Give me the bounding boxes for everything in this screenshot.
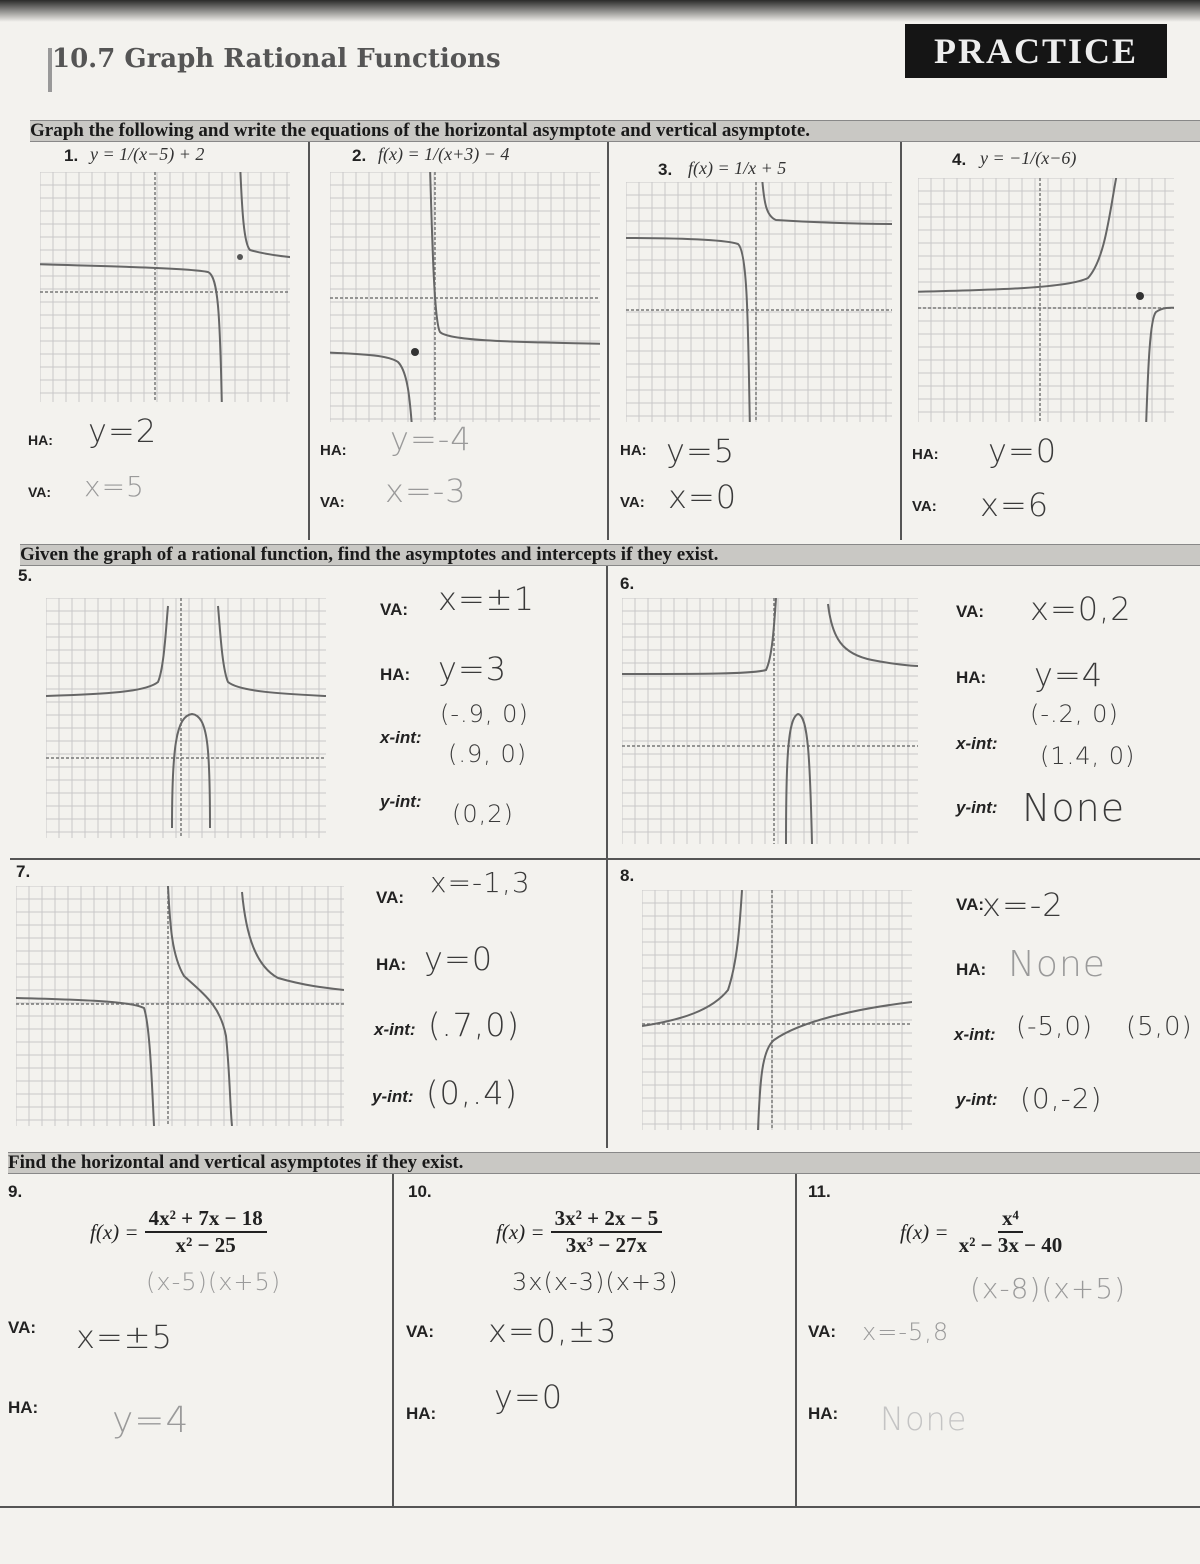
va-label: VA: <box>406 1322 435 1341</box>
problem-equation: f(x) = 1/(x+3) − 4 <box>378 144 510 164</box>
ha-answer: y=-4 <box>390 420 472 458</box>
rational-function-11 <box>900 1206 1066 1258</box>
curve-right-branch <box>828 604 918 666</box>
graph-problem-2 <box>330 172 600 422</box>
ha-label: HA: <box>956 960 987 979</box>
problem-number: 4. <box>952 150 967 169</box>
factored-work: 3x(x-3)(x+3) <box>512 1268 679 1296</box>
factored-work: (x-5)(x+5) <box>146 1268 282 1296</box>
ha-label: HA: <box>376 955 407 974</box>
problem-equation: y = −1/(x−6) <box>980 148 1077 168</box>
divider <box>308 142 310 540</box>
va-answer: x=-1,3 <box>430 866 531 899</box>
problem-number: 6. <box>620 574 635 593</box>
divider <box>795 1174 797 1508</box>
rational-function-9 <box>90 1206 267 1258</box>
ha-answer: y=0 <box>988 432 1058 470</box>
va-answer: x=-3 <box>385 472 467 510</box>
graph-problem-4 <box>918 178 1174 422</box>
xint-answer-1: (.7,0) <box>428 1006 521 1044</box>
graph-problem-5 <box>46 598 326 838</box>
ha-label: HA: <box>956 668 987 687</box>
va-label: VA: <box>620 494 645 511</box>
problem-number: 7. <box>16 862 31 881</box>
ha-label: HA: <box>620 442 647 459</box>
xint-answer-2: (5,0) <box>1126 1012 1193 1042</box>
problem-number: 1. <box>64 146 79 165</box>
divider <box>0 1506 1200 1508</box>
xint-answer-2: (1.4, 0) <box>1040 742 1136 770</box>
yint-answer: (0,2) <box>452 800 514 828</box>
va-answer: x=±5 <box>76 1318 173 1356</box>
function-name: f(x) = <box>90 1219 139 1244</box>
va-answer: x=6 <box>980 486 1050 524</box>
problem-number: 8. <box>620 866 635 885</box>
grid-lines <box>642 890 912 1130</box>
yint-label: y-int: <box>956 798 998 817</box>
xint-answer-1: (-.2, 0) <box>1030 700 1119 728</box>
ha-label: HA: <box>808 1404 839 1423</box>
problem-number: 3. <box>658 160 673 179</box>
problem-number: 10. <box>408 1182 432 1201</box>
graph-problem-8 <box>642 890 912 1130</box>
page-title: 10.7 Graph Rational Functions <box>52 44 501 74</box>
xint-label: x-int: <box>954 1025 996 1044</box>
denominator: x² − 25 <box>175 1233 236 1257</box>
curve-right-branch <box>1146 308 1174 422</box>
graph-problem-6 <box>622 598 918 844</box>
grid-lines <box>330 172 600 422</box>
divider <box>900 142 902 540</box>
ha-label: HA: <box>912 446 939 463</box>
va-label: VA: <box>956 895 985 914</box>
va-label: VA: <box>912 498 937 515</box>
va-label: VA: <box>320 494 345 511</box>
divider <box>607 142 609 540</box>
function-name: f(x) = <box>496 1219 545 1244</box>
divider <box>392 1174 394 1508</box>
xint-label: x-int: <box>956 734 998 753</box>
yint-label: y-int: <box>380 792 422 811</box>
va-answer: x=0 <box>668 478 738 516</box>
graph-problem-1 <box>40 172 290 402</box>
yint-answer: None <box>1022 786 1126 830</box>
point <box>237 254 243 260</box>
ha-label: HA: <box>320 442 347 459</box>
xint-answer-1: (-.9, 0) <box>440 700 529 728</box>
va-label: VA: <box>376 888 405 907</box>
curve-left-branch <box>918 178 1118 292</box>
va-label: VA: <box>8 1318 37 1337</box>
graph-problem-7 <box>16 886 344 1126</box>
ha-label: HA: <box>28 432 53 448</box>
va-answer: x=-5,8 <box>862 1318 950 1346</box>
xint-label: x-int: <box>374 1020 416 1039</box>
rational-function-10 <box>496 1206 662 1258</box>
fraction <box>145 1206 267 1258</box>
curve-left-branch <box>330 352 412 422</box>
point <box>411 348 419 356</box>
yint-answer: (0,-2) <box>1020 1082 1103 1115</box>
problem-number: 2. <box>352 146 367 165</box>
ha-answer: y=3 <box>438 650 508 688</box>
practice-badge: PRACTICE <box>905 24 1167 78</box>
curve-middle-branch <box>168 886 232 1126</box>
va-answer: x=0,±3 <box>488 1312 618 1350</box>
ha-answer: y=2 <box>88 412 158 450</box>
yint-label: y-int: <box>956 1090 998 1109</box>
va-label: VA: <box>28 484 52 500</box>
ha-answer: None <box>1008 944 1106 985</box>
problem-equation: f(x) = 1/x + 5 <box>688 158 787 178</box>
curve-right-branch <box>218 606 326 696</box>
xint-answer-1: (-5,0) <box>1016 1012 1094 1042</box>
ha-answer: y=5 <box>666 432 736 470</box>
grid-lines <box>40 172 290 402</box>
yint-label: y-int: <box>372 1087 414 1106</box>
ha-label: HA: <box>380 665 411 684</box>
problem-number: 5. <box>18 566 33 585</box>
section3-instructions: Find the horizontal and vertical asymptotes if they exist. <box>8 1152 1200 1174</box>
curve-middle-branch <box>786 714 812 844</box>
graph-problem-3 <box>626 182 892 422</box>
numerator: 4x² + 7x − 18 <box>145 1206 267 1233</box>
fraction <box>955 1206 1067 1258</box>
curve-left-branch <box>642 890 742 1026</box>
va-answer: x=±1 <box>438 580 535 618</box>
section1-instructions: Graph the following and write the equations of the horizontal asymptote and vertical asymptote. <box>30 120 1200 142</box>
ha-answer: None <box>880 1400 968 1438</box>
va-answer: x=5 <box>84 470 145 503</box>
section2-instructions: Given the graph of a rational function, find the asymptotes and intercepts if they exist. <box>20 544 1200 566</box>
yint-answer: (0,.4) <box>426 1074 519 1112</box>
ha-answer: y=0 <box>424 940 494 978</box>
ha-answer: y=0 <box>494 1378 564 1416</box>
curve-middle-branch <box>172 714 210 828</box>
scan-shadow <box>0 0 1200 22</box>
factored-work: (x-8)(x+5) <box>970 1272 1127 1305</box>
denominator: x² − 3x − 40 <box>958 1233 1063 1257</box>
numerator: 3x² + 2x − 5 <box>551 1206 663 1233</box>
problem-number: 11. <box>808 1182 831 1201</box>
function-name: f(x) = <box>900 1219 949 1244</box>
divider <box>10 858 1200 860</box>
numerator: x⁴ <box>998 1206 1023 1233</box>
va-label: VA: <box>808 1322 837 1341</box>
fraction <box>551 1206 663 1258</box>
va-answer: x=0,2 <box>1030 590 1132 628</box>
ha-label: HA: <box>406 1404 437 1423</box>
curve-right-branch <box>242 892 344 990</box>
grid-lines <box>622 598 918 844</box>
curve-left-branch <box>626 238 750 422</box>
va-answer: x=-2 <box>982 886 1064 924</box>
denominator: 3x³ − 27x <box>565 1233 648 1257</box>
grid-lines <box>626 182 892 422</box>
problem-equation: y = 1/(x−5) + 2 <box>90 144 205 164</box>
grid-lines <box>918 178 1174 422</box>
problem-number: 9. <box>8 1182 23 1201</box>
divider <box>606 566 608 1148</box>
ha-label: HA: <box>8 1398 39 1417</box>
xint-answer-2: (.9, 0) <box>448 740 528 768</box>
ha-answer: y=4 <box>112 1400 190 1441</box>
point <box>1136 292 1144 300</box>
ha-answer: y=4 <box>1034 656 1104 694</box>
va-label: VA: <box>380 600 409 619</box>
xint-label: x-int: <box>380 728 422 747</box>
va-label: VA: <box>956 602 985 621</box>
grid-lines <box>16 886 344 1126</box>
